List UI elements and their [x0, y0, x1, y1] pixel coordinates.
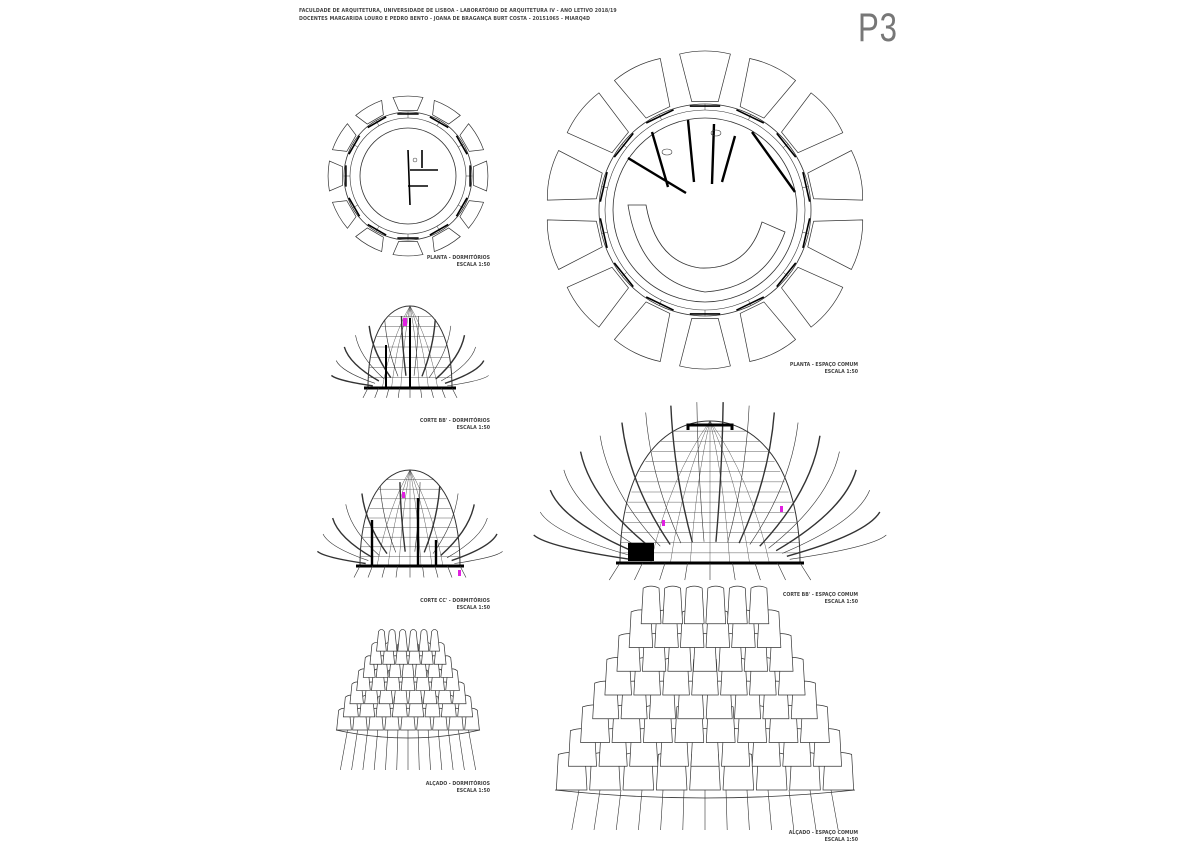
outer-ring [344, 112, 472, 240]
caption-title: CORTE BB' - ESPAÇO COMUM [782, 592, 858, 598]
mid-ring [605, 110, 805, 310]
plan-dormitorios-drawing [328, 96, 488, 256]
support-leg [789, 790, 794, 830]
petal [473, 161, 488, 191]
petal [782, 267, 843, 327]
support-leg [685, 563, 688, 580]
petal-panel [684, 586, 704, 624]
support-leg [352, 730, 358, 770]
support-leg [594, 790, 600, 830]
petal [614, 302, 669, 362]
caption-title: PLANTA - ESPAÇO COMUM [789, 362, 858, 368]
support-leg [778, 563, 786, 580]
petal [567, 93, 628, 153]
petal-panel [430, 629, 440, 651]
support-leg [458, 730, 464, 770]
caption-scale: ESCALA 1:50 [456, 788, 490, 795]
support-leg [634, 563, 642, 580]
support-leg [428, 730, 430, 770]
support-leg [385, 730, 387, 770]
bench-cut [628, 543, 654, 561]
support-leg [616, 790, 621, 830]
petal [808, 151, 863, 201]
support-leg [423, 566, 425, 578]
caption-title: CORTE CC' - DORMITÓRIOS [420, 598, 490, 604]
support-leg [572, 790, 579, 830]
support-leg [448, 566, 453, 578]
caption-alcado-espaco-comum [748, 830, 858, 845]
petal-panel [641, 586, 661, 624]
fixture [413, 158, 417, 162]
support-leg [638, 790, 642, 830]
header-line-1: FACULDADE DE ARQUITETURA, UNIVERSIDADE DE LISBOA - LABORATÓRIO DE ARQUITETURA IV - ANO LETIVO 2018/19 [299, 8, 617, 14]
petal [740, 58, 795, 118]
caption-title: PLANTA - DORMITÓRIOS [426, 255, 490, 261]
support-leg [609, 563, 620, 580]
header-line-2: DOCENTES MARGARIDA LOURO E PEDRO BENTO - JOANA DE BRAGANÇA BURT COSTA - 20151065 - MIARQ4D [299, 15, 591, 22]
petal-panel [727, 586, 747, 624]
timber-blade [534, 535, 631, 559]
support-leg [435, 566, 438, 578]
support-leg [810, 790, 816, 830]
bench [628, 205, 785, 292]
caption-planta-espaco-comum [748, 362, 858, 377]
petal [547, 220, 602, 270]
caption-title: ALÇADO - ESPAÇO COMUM [788, 830, 858, 836]
caption-scale: ESCALA 1:50 [824, 599, 858, 606]
support-leg [448, 730, 453, 770]
support-leg [733, 563, 736, 580]
support-leg [368, 566, 373, 578]
petal [393, 96, 423, 111]
caption-scale: ESCALA 1:50 [824, 369, 858, 376]
petal-panel [408, 629, 418, 651]
mid-ring [350, 118, 466, 234]
timber-blade [331, 375, 372, 385]
support-leg [382, 566, 385, 578]
inner-ring [613, 118, 797, 302]
section-bb-dormitorios-drawing [331, 306, 488, 398]
support-leg [363, 730, 368, 770]
support-leg [397, 730, 398, 770]
accent-mark [402, 492, 405, 498]
support-leg [747, 790, 749, 830]
caption-scale: ESCALA 1:50 [456, 425, 490, 432]
section-bb-espaco-comum-drawing [534, 402, 887, 580]
petal [740, 302, 795, 362]
petal-panel [387, 629, 397, 651]
petal [393, 241, 423, 256]
elevation-dormitorios-drawing [336, 629, 480, 770]
caption-alcado-dormitorios [400, 781, 490, 796]
caption-title: ALÇADO - DORMITÓRIOS [425, 781, 490, 787]
petal [808, 220, 863, 270]
caption-scale: ESCALA 1:50 [456, 605, 490, 612]
support-leg [354, 566, 360, 578]
caption-corte-cc-dormitorios [400, 598, 490, 613]
petal-panel [419, 629, 429, 651]
support-leg [831, 790, 838, 830]
support-leg [340, 730, 347, 770]
section-cc-dormitorios-drawing [317, 470, 502, 578]
support-leg [726, 790, 727, 830]
support-leg [683, 790, 684, 830]
caption-scale: ESCALA 1:50 [456, 262, 490, 269]
caption-corte-bb-espaco-comum [748, 592, 858, 607]
petal [680, 318, 731, 369]
petal [567, 267, 628, 327]
accent-mark [403, 318, 407, 326]
petal [328, 161, 343, 191]
caption-corte-bb-dormitorios [400, 418, 490, 433]
support-leg [755, 563, 760, 580]
support-leg [396, 566, 398, 578]
caption-scale: ESCALA 1:50 [824, 837, 858, 844]
petal [614, 58, 669, 118]
petal-panel [663, 586, 683, 624]
partition-walls [408, 150, 438, 205]
petal [782, 93, 843, 153]
support-leg [800, 563, 811, 580]
support-leg [661, 790, 663, 830]
support-leg [418, 730, 419, 770]
petal-panel [377, 629, 387, 651]
petal-panel [398, 629, 408, 651]
timber-blade [317, 551, 365, 563]
caption-planta-dormitorios [400, 255, 490, 270]
support-leg [768, 790, 772, 830]
petal [547, 151, 602, 201]
accent-mark [458, 570, 461, 576]
support-leg [660, 563, 665, 580]
elevation-espaco-comum-drawing [555, 586, 855, 830]
support-leg [468, 730, 475, 770]
petal-panel [706, 586, 726, 624]
caption-title: CORTE BB' - DORMITÓRIOS [419, 418, 490, 424]
fixture [662, 149, 672, 155]
sheet-number: P3 [858, 6, 898, 50]
petal [680, 51, 731, 102]
plan-espaco-comum-drawing [547, 51, 862, 369]
inner-ring [360, 128, 456, 224]
accent-mark [662, 520, 665, 526]
accent-mark [780, 506, 783, 512]
